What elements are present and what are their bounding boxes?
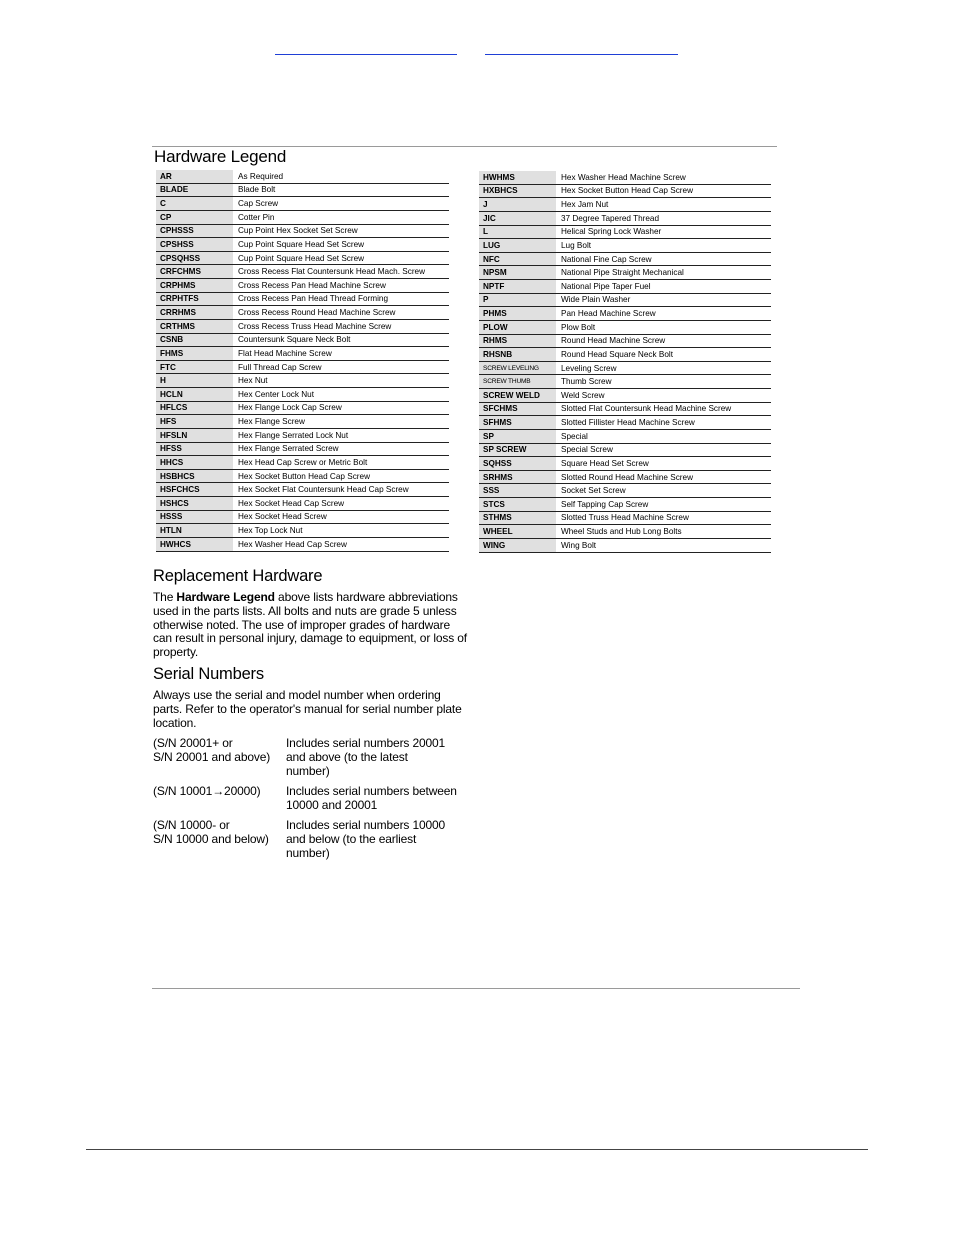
legend-description: Cross Recess Pan Head Machine Screw bbox=[238, 280, 386, 290]
legend-code: SFHMS bbox=[479, 416, 556, 429]
legend-row bbox=[156, 238, 449, 252]
legend-description: Cup Point Hex Socket Set Screw bbox=[238, 226, 358, 236]
serial-description: Includes serial numbers 20001 and above (to the latest number) bbox=[286, 736, 446, 778]
legend-description: Pan Head Machine Screw bbox=[561, 309, 656, 319]
legend-code: CPSHSS bbox=[156, 238, 233, 251]
legend-code: LUG bbox=[479, 239, 556, 252]
legend-code: HSFCHCS bbox=[156, 483, 233, 496]
legend-code: CRPHTFS bbox=[156, 293, 233, 306]
legend-description: Self Tapping Cap Screw bbox=[561, 499, 649, 509]
legend-description: Blade Bolt bbox=[238, 185, 276, 195]
legend-description: Wing Bolt bbox=[561, 540, 597, 550]
legend-code: CSNB bbox=[156, 334, 233, 347]
legend-code: HWHMS bbox=[479, 171, 556, 184]
legend-row bbox=[156, 334, 449, 348]
legend-row bbox=[479, 307, 771, 321]
footer-divider bbox=[86, 1149, 868, 1150]
legend-row bbox=[156, 443, 449, 457]
legend-row bbox=[479, 226, 771, 240]
legend-code: BLADE bbox=[156, 184, 233, 197]
legend-row bbox=[479, 335, 771, 349]
legend-code: PLOW bbox=[479, 321, 556, 334]
legend-description: Lug Bolt bbox=[561, 240, 592, 250]
replacement-paragraph bbox=[153, 591, 468, 660]
legend-row bbox=[156, 279, 449, 293]
legend-description: Socket Set Screw bbox=[561, 486, 626, 496]
legend-row bbox=[479, 212, 771, 226]
legend-code: STCS bbox=[479, 498, 556, 511]
legend-description: Slotted Flat Countersunk Head Machine Screw bbox=[561, 404, 732, 414]
legend-row bbox=[479, 280, 771, 294]
legend-title: Hardware Legend bbox=[154, 147, 287, 166]
legend-code: SCREW WELD bbox=[479, 389, 556, 402]
legend-description: Hex Top Lock Nut bbox=[238, 526, 303, 536]
legend-description: Hex Flange Screw bbox=[238, 417, 305, 427]
legend-code: CPHSSS bbox=[156, 225, 233, 238]
header-link-2[interactable] bbox=[485, 44, 678, 55]
legend-row bbox=[156, 306, 449, 320]
legend-code: WHEEL bbox=[479, 525, 556, 538]
replacement-bold: Hardware Legend bbox=[176, 590, 275, 604]
legend-code: JIC bbox=[479, 212, 556, 225]
legend-code: RHMS bbox=[479, 335, 556, 348]
legend-code: CRFCHMS bbox=[156, 265, 233, 278]
legend-left-column bbox=[156, 170, 449, 552]
legend-row bbox=[156, 470, 449, 484]
legend-row bbox=[479, 294, 771, 308]
legend-row bbox=[479, 539, 771, 553]
legend-code: SP bbox=[479, 430, 556, 443]
legend-code: SRHMS bbox=[479, 471, 556, 484]
legend-row bbox=[479, 348, 771, 362]
legend-description: Hex Nut bbox=[238, 376, 268, 386]
legend-row bbox=[156, 456, 449, 470]
legend-description: Slotted Truss Head Machine Screw bbox=[561, 513, 689, 523]
legend-code: NFC bbox=[479, 253, 556, 266]
legend-description: Round Head Square Neck Bolt bbox=[561, 349, 673, 359]
legend-description: Slotted Round Head Machine Screw bbox=[561, 472, 693, 482]
legend-description: Hex Jam Nut bbox=[561, 200, 609, 210]
legend-description: Cup Point Square Head Set Screw bbox=[238, 239, 365, 249]
legend-row bbox=[156, 265, 449, 279]
legend-row bbox=[479, 430, 771, 444]
legend-code: CRRHMS bbox=[156, 306, 233, 319]
legend-row bbox=[479, 403, 771, 417]
legend-code: FTC bbox=[156, 361, 233, 374]
legend-description: As Required bbox=[238, 171, 284, 181]
legend-code: HTLN bbox=[156, 524, 233, 537]
legend-row bbox=[156, 197, 449, 211]
legend-description: Helical Spring Lock Washer bbox=[561, 227, 662, 237]
legend-row bbox=[156, 388, 449, 402]
serial-row bbox=[153, 785, 473, 813]
legend-code: AR bbox=[156, 170, 233, 183]
legend-row bbox=[156, 483, 449, 497]
replacement-intro: The bbox=[153, 590, 177, 604]
legend-description: Cross Recess Truss Head Machine Screw bbox=[238, 321, 392, 331]
legend-description: Hex Flange Lock Cap Screw bbox=[238, 403, 342, 413]
legend-row bbox=[479, 512, 771, 526]
legend-code: RHSNB bbox=[479, 348, 556, 361]
legend-right-column bbox=[479, 171, 771, 553]
legend-description: Hex Socket Button Head Cap Screw bbox=[561, 186, 693, 196]
legend-description: Hex Socket Head Screw bbox=[238, 512, 327, 522]
legend-row bbox=[156, 497, 449, 511]
legend-code: HFLCS bbox=[156, 402, 233, 415]
legend-description: Hex Flange Serrated Lock Nut bbox=[238, 430, 349, 440]
legend-row bbox=[479, 375, 771, 389]
legend-row bbox=[156, 538, 449, 552]
legend-code: HSSS bbox=[156, 511, 233, 524]
legend-description: National Fine Cap Screw bbox=[561, 254, 652, 264]
section-divider bbox=[152, 988, 800, 989]
legend-description: Slotted Fillister Head Machine Screw bbox=[561, 418, 695, 428]
legend-code: SCREW THUMB bbox=[479, 375, 556, 388]
serial-paragraph: Always use the serial and model number when ordering parts. Refer to the operator's manual for serial number plate location. bbox=[153, 688, 462, 730]
legend-description: Flat Head Machine Screw bbox=[238, 348, 332, 358]
legend-code: SSS bbox=[479, 484, 556, 497]
legend-description: Square Head Set Screw bbox=[561, 458, 649, 468]
serial-code: (S/N 10001→20000) bbox=[153, 784, 261, 798]
header-link-1[interactable] bbox=[275, 44, 457, 55]
legend-code: HFS bbox=[156, 415, 233, 428]
legend-row bbox=[156, 225, 449, 239]
legend-row bbox=[479, 498, 771, 512]
legend-row bbox=[156, 361, 449, 375]
legend-description: Round Head Machine Screw bbox=[561, 336, 666, 346]
legend-code: C bbox=[156, 197, 233, 210]
legend-code: NPTF bbox=[479, 280, 556, 293]
legend-row bbox=[479, 239, 771, 253]
legend-code: HFSLN bbox=[156, 429, 233, 442]
legend-code: HSBHCS bbox=[156, 470, 233, 483]
legend-row bbox=[479, 444, 771, 458]
legend-row bbox=[156, 320, 449, 334]
legend-code: HXBHCS bbox=[479, 185, 556, 198]
legend-code: STHMS bbox=[479, 512, 556, 525]
legend-description: Cross Recess Pan Head Thread Forming bbox=[238, 294, 389, 304]
legend-code: CRTHMS bbox=[156, 320, 233, 333]
legend-code: H bbox=[156, 374, 233, 387]
legend-code: HFSS bbox=[156, 443, 233, 456]
legend-row bbox=[479, 471, 771, 485]
legend-row bbox=[479, 416, 771, 430]
legend-description: Hex Socket Button Head Cap Screw bbox=[238, 471, 370, 481]
serial-row bbox=[153, 737, 473, 778]
legend-code: SQHSS bbox=[479, 457, 556, 470]
legend-description: Wheel Studs and Hub Long Bolts bbox=[561, 527, 682, 537]
legend-description: Hex Socket Head Cap Screw bbox=[238, 498, 345, 508]
legend-code: HCLN bbox=[156, 388, 233, 401]
legend-row bbox=[156, 415, 449, 429]
legend-code: J bbox=[479, 198, 556, 211]
legend-row bbox=[479, 253, 771, 267]
legend-row bbox=[479, 198, 771, 212]
legend-row bbox=[479, 185, 771, 199]
legend-code: L bbox=[479, 226, 556, 239]
legend-code: HWHCS bbox=[156, 538, 233, 551]
legend-code: HHCS bbox=[156, 456, 233, 469]
replacement-title: Replacement Hardware bbox=[153, 567, 323, 585]
legend-row bbox=[156, 429, 449, 443]
legend-description: Hex Flange Serrated Screw bbox=[238, 444, 339, 454]
legend-description: Hex Head Cap Screw or Metric Bolt bbox=[238, 457, 368, 467]
legend-row bbox=[479, 484, 771, 498]
legend-row bbox=[156, 524, 449, 538]
legend-row bbox=[156, 402, 449, 416]
serial-title: Serial Numbers bbox=[153, 665, 264, 683]
legend-description: Hex Center Lock Nut bbox=[238, 389, 314, 399]
legend-description: Cross Recess Flat Countersunk Head Mach. Screw bbox=[238, 267, 426, 277]
legend-description: Hex Washer Head Machine Screw bbox=[561, 172, 686, 182]
legend-description: Hex Socket Flat Countersunk Head Cap Screw bbox=[238, 485, 409, 495]
legend-code: WING bbox=[479, 539, 556, 552]
legend-code: NPSM bbox=[479, 266, 556, 279]
legend-code: CP bbox=[156, 211, 233, 224]
legend-row bbox=[156, 184, 449, 198]
legend-description: National Pipe Straight Mechanical bbox=[561, 268, 684, 278]
serial-code: (S/N 10000- or S/N 10000 and below) bbox=[153, 818, 269, 846]
legend-description: Special Screw bbox=[561, 445, 613, 455]
legend-row bbox=[479, 321, 771, 335]
legend-row bbox=[479, 389, 771, 403]
serial-code: (S/N 20001+ or S/N 20001 and above) bbox=[153, 736, 271, 764]
legend-description: Thumb Screw bbox=[561, 377, 612, 387]
legend-row bbox=[156, 374, 449, 388]
legend-code: SP SCREW bbox=[479, 444, 556, 457]
legend-description: Leveling Screw bbox=[561, 363, 617, 373]
legend-code: P bbox=[479, 294, 556, 307]
legend-code: CRPHMS bbox=[156, 279, 233, 292]
legend-row bbox=[479, 362, 771, 376]
legend-code: PHMS bbox=[479, 307, 556, 320]
legend-row bbox=[156, 170, 449, 184]
legend-row bbox=[479, 171, 771, 185]
legend-row bbox=[156, 511, 449, 525]
legend-description: Hex Washer Head Cap Screw bbox=[238, 539, 347, 549]
legend-description: 37 Degree Tapered Thread bbox=[561, 213, 660, 223]
serial-row bbox=[153, 819, 473, 860]
serial-description: Includes serial numbers 10000 and below (to the earliest number) bbox=[286, 818, 446, 860]
legend-description: Cotter Pin bbox=[238, 212, 275, 222]
legend-description: Weld Screw bbox=[561, 390, 605, 400]
legend-row bbox=[156, 347, 449, 361]
legend-row bbox=[479, 457, 771, 471]
legend-code: CPSQHSS bbox=[156, 252, 233, 265]
legend-description: Full Thread Cap Screw bbox=[238, 362, 322, 372]
legend-description: Special bbox=[561, 431, 588, 441]
legend-description: Cup Point Square Head Set Screw bbox=[238, 253, 365, 263]
legend-code: FHMS bbox=[156, 347, 233, 360]
legend-code: SFCHMS bbox=[479, 403, 556, 416]
legend-code: HSHCS bbox=[156, 497, 233, 510]
legend-description: National Pipe Taper Fuel bbox=[561, 281, 651, 291]
replacement-body: above lists hardware abbreviations used in the parts lists. All bolts and nuts are grade 5 unless otherwise noted. The use of improper grades of hardware can result in personal injury, damage to equipment, or loss of property. bbox=[153, 590, 467, 660]
legend-description: Plow Bolt bbox=[561, 322, 596, 332]
serial-description: Includes serial numbers between 10000 and 20001 bbox=[286, 784, 457, 812]
legend-description: Wide Plain Washer bbox=[561, 295, 631, 305]
legend-row bbox=[156, 252, 449, 266]
legend-row bbox=[156, 293, 449, 307]
legend-row bbox=[479, 266, 771, 280]
legend-row bbox=[479, 525, 771, 539]
legend-row bbox=[156, 211, 449, 225]
legend-code: SCREW LEVELING bbox=[479, 362, 556, 375]
legend-description: Cross Recess Round Head Machine Screw bbox=[238, 308, 396, 318]
legend-description: Cap Screw bbox=[238, 199, 279, 209]
legend-description: Countersunk Square Neck Bolt bbox=[238, 335, 351, 345]
